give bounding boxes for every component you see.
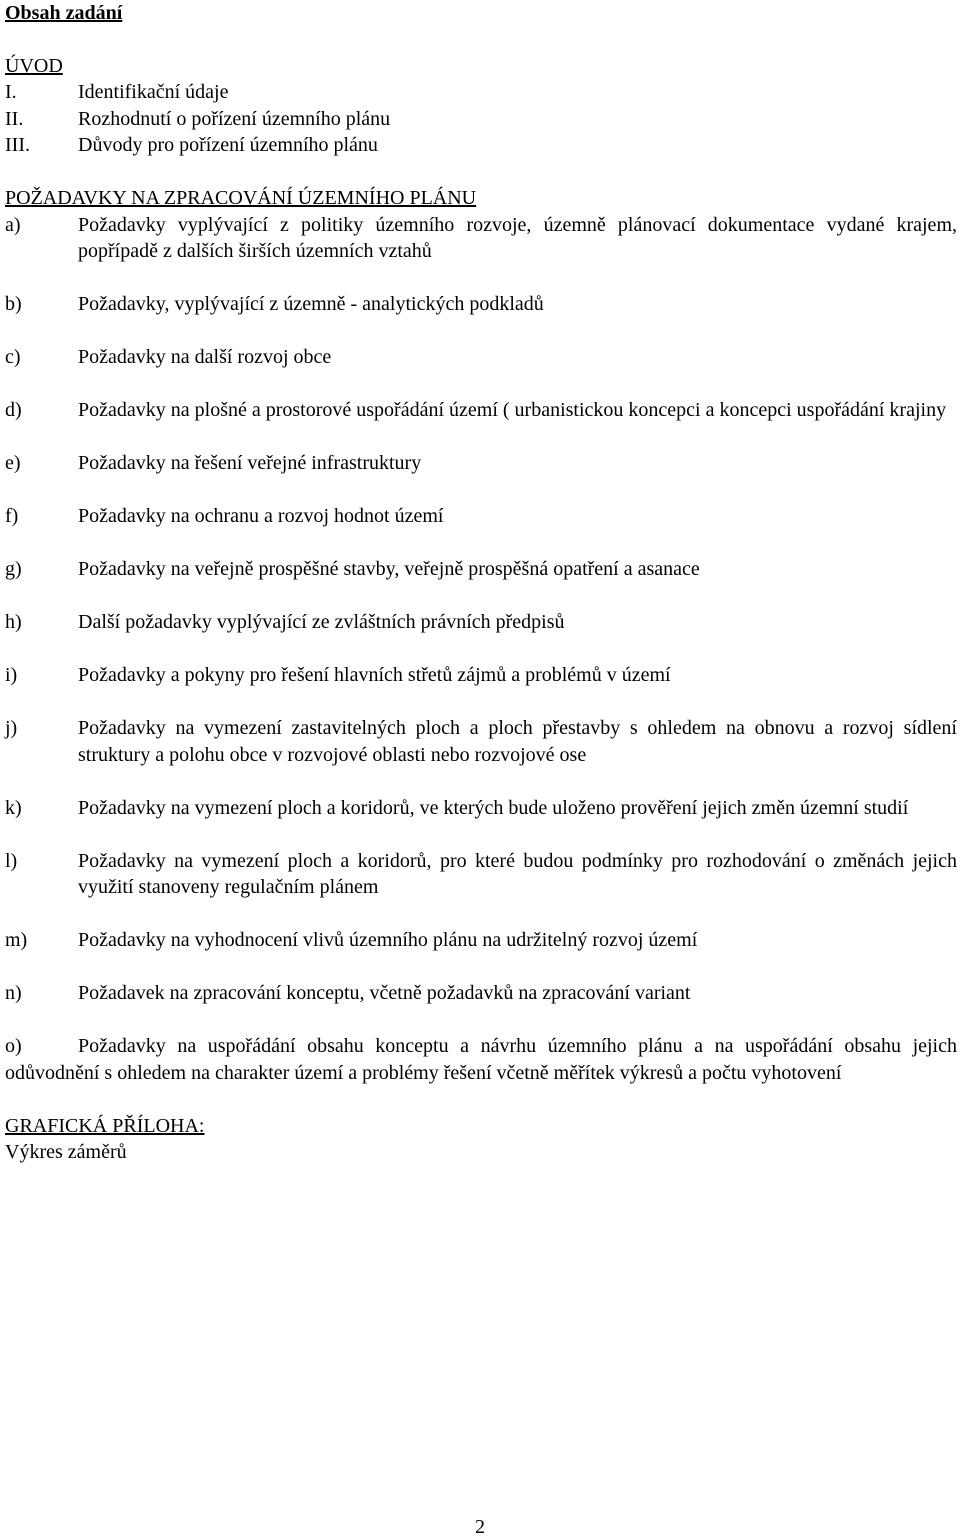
requirement-item [5,927,957,954]
requirement-item [5,848,957,901]
intro-item-number: I. [5,81,17,103]
requirements-list [5,212,957,1007]
requirement-letter: j) [5,717,18,739]
requirement-letter: g) [5,558,22,580]
intro-heading: ÚVOD [5,54,63,77]
requirement-text: Požadavky na vymezení ploch a koridorů, ve kterých bude uloženo prověření jejich změn územní studií [78,796,909,819]
requirement-text: Požadavky na řešení veřejné infrastruktury [78,452,422,474]
intro-item-text: Důvody pro pořízení územního plánu [78,134,378,156]
requirement-letter: i) [5,664,18,686]
intro-item-text: Identifikační údaje [78,81,229,103]
intro-item [5,132,957,159]
requirement-letter: o) [5,1035,22,1057]
requirement-text: Požadavky na veřejně prospěšné stavby, veřejně prospěšná opatření a asanace [78,558,700,580]
requirement-letter: k) [5,796,22,819]
intro-item-number: III. [5,134,30,156]
document-title: Obsah zadání [5,2,123,24]
requirement-item [5,291,957,318]
requirement-item [5,795,957,822]
requirement-letter: n) [5,982,22,1004]
requirement-text: Požadavky na vyhodnocení vlivů územního plánu na udržitelný rozvoj území [78,929,698,951]
spacer [5,26,957,53]
page-number: 2 [475,1516,485,1538]
requirement-item [5,503,957,530]
intro-item-text: Rozhodnutí o pořízení územního plánu [78,107,391,130]
requirement-text: Požadavky na vymezení ploch a koridorů, pro které budou podmínky pro rozhodování o změnách jejich využití stanoveny regulačním plánem [78,849,957,898]
requirement-item [5,397,957,424]
requirement-text: Požadavky, vyplývající z územně - analytických podkladů [78,293,544,315]
requirement-letter: a) [5,213,21,236]
requirement-item [5,212,957,265]
requirement-text: Požadavek na zpracování konceptu, včetně požadavků na zpracování variant [78,982,691,1004]
requirement-text: Požadavky a pokyny pro řešení hlavních střetů zájmů a problémů v území [78,664,671,686]
requirement-text: Požadavky na další rozvoj obce [78,346,332,368]
requirement-letter: b) [5,293,22,315]
intro-item [5,106,957,133]
requirement-letter: f) [5,505,19,527]
document-page [5,0,957,1166]
requirement-item [5,980,957,1007]
graphic-heading: GRAFICKÁ PŘÍLOHA: [5,1114,205,1137]
requirement-text: Požadavky na uspořádání obsahu konceptu a návrhu územního plánu a na uspořádání obsahu jejich odůvodnění s ohledem na charakter území a problémy řešení včetně měřítek výkresů a počtu vyhotovení [5,1035,957,1084]
requirement-text: Požadavky na vymezení zastavitelných ploch a ploch přestavby s ohledem na obnovu a rozvoj sídlení struktury a polohu obce v rozvojové oblasti nebo rozvojové ose [78,717,957,766]
graphic-item: Výkres záměrů [5,1141,127,1163]
requirement-item [5,662,957,689]
intro-list [5,79,957,159]
spacer [5,159,957,186]
requirement-letter: m) [5,929,28,951]
requirement-text: Požadavky vyplývající z politiky územního rozvoje, územně plánovací dokumentace vydané krajem, popřípadě z dalších širších územních vztahů [78,213,957,262]
requirements-heading: POŽADAVKY NA ZPRACOVÁNÍ ÚZEMNÍHO PLÁNU [5,187,477,209]
intro-item [5,79,957,106]
requirement-letter: d) [5,399,22,421]
requirement-letter: h) [5,611,22,633]
requirement-item [5,556,957,583]
requirement-text: Požadavky na ochranu a rozvoj hodnot území [78,505,444,527]
requirement-letter: l) [5,849,18,872]
requirement-letter: c) [5,346,21,368]
requirement-text: Další požadavky vyplývající ze zvláštních právních předpisů [78,611,565,633]
requirement-item [5,715,957,768]
requirement-item [5,344,957,371]
requirement-item-o [5,1033,957,1086]
requirement-text: Požadavky na plošné a prostorové uspořádání území ( urbanistickou koncepci a koncepci uspořádání krajiny [78,399,947,421]
requirement-letter: e) [5,452,21,474]
requirement-item [5,450,957,477]
requirement-item [5,609,957,636]
intro-item-number: II. [5,107,24,130]
